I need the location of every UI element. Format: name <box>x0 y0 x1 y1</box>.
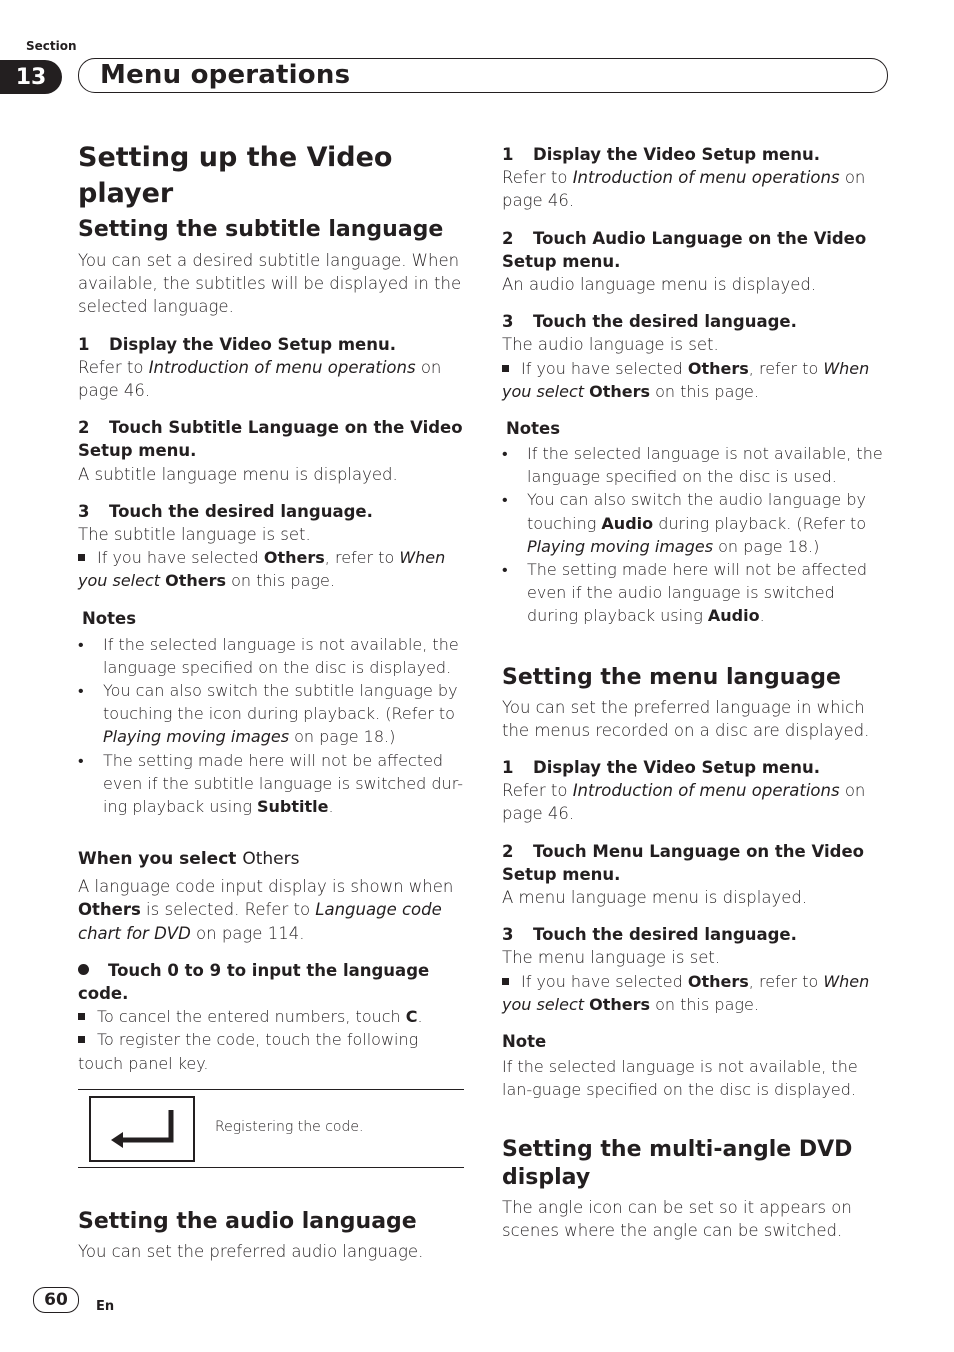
step-text: Touch 0 to 9 to input the language code. <box>78 960 430 1004</box>
note-bold: Audio <box>707 606 760 626</box>
note-bold: Audio <box>601 513 654 533</box>
note-text: on page 18.) <box>713 536 820 556</box>
bullet-text: . <box>417 1007 423 1027</box>
language-label: En <box>96 1299 115 1314</box>
step-text: Touch the desired language. <box>109 501 373 521</box>
ref-link-text: Introduction of menu operations <box>148 357 416 377</box>
ref-prefix: Refer to <box>502 168 573 188</box>
left-column <box>78 140 464 1263</box>
note-text: . <box>759 606 765 626</box>
bullet-text: If you have selected <box>97 548 264 568</box>
ref-suffix: on page 46. <box>78 357 442 401</box>
intro-text: A language code input display is shown when <box>78 877 454 897</box>
square-bullet-icon <box>78 1013 85 1020</box>
subtitle-step-1-ref <box>78 356 464 402</box>
bullet-bold: Others <box>687 358 749 378</box>
step-text: Display the Video Setup menu. <box>533 145 820 164</box>
code-input-step <box>78 959 464 1005</box>
square-bullet-icon <box>502 365 509 372</box>
audio-notes-list <box>502 442 888 628</box>
note-item: • If the selected language is not available, the language specified on the disc is displayed. <box>78 633 464 679</box>
note-item <box>502 488 888 558</box>
ref-prefix: Refer to <box>78 357 149 377</box>
note-text: . <box>328 797 334 817</box>
note-item <box>78 679 464 749</box>
angle-intro: The angle icon can be set so it appears on scenes where the angle can be switched. <box>502 1197 852 1240</box>
menu-step-3-bullet <box>502 970 888 1016</box>
note-text: The setting made here will not be affected even if the subtitle language is switched dur-ing playback using <box>103 750 464 817</box>
enter-key-button[interactable] <box>89 1096 195 1162</box>
ref-suffix: on page 46. <box>502 781 866 824</box>
square-bullet-icon <box>78 1036 85 1043</box>
menu-step-1-ref <box>502 779 888 825</box>
note-text: on page 18.) <box>289 727 396 747</box>
ref-prefix: Refer to <box>502 781 573 801</box>
cancel-bullet <box>78 1005 464 1028</box>
note-text: The setting made here will not be affected even if the audio language is switched during playback using <box>527 560 868 626</box>
bullet-bold: C <box>405 1007 418 1027</box>
ref-link-text: Introduction of menu operations <box>572 168 840 188</box>
subtitle-language-heading: Setting the subtitle language <box>78 217 444 242</box>
section-number-badge: 13 <box>0 60 62 94</box>
ref-suffix: on page 46. <box>502 168 866 211</box>
when-you-select-others-heading <box>78 848 464 871</box>
others-intro <box>78 875 464 945</box>
intro-italic: Language code chart for DVD <box>78 900 442 943</box>
audio-step-2-desc: An audio language menu is displayed. <box>502 275 817 295</box>
subtitle-step-3-bullet <box>78 546 464 592</box>
step-number: 2 <box>502 841 514 861</box>
subtitle-step-3 <box>78 500 464 523</box>
note-text: during playback. (Refer to <box>653 513 867 533</box>
menu-step-1 <box>502 756 888 779</box>
note-bold: Subtitle <box>257 797 329 817</box>
audio-language-heading: Setting the audio language <box>78 1208 417 1234</box>
subtitle-intro: You can set a desired subtitle language. When available, the subtitles will be displayed in the selected language. <box>78 251 462 317</box>
subtitle-notes-title: Notes <box>82 608 137 628</box>
menu-step-3 <box>502 923 888 946</box>
right-column <box>502 143 888 1242</box>
subtitle-step-3-desc: The subtitle language is set. <box>78 525 311 545</box>
bullet-italic: When you select <box>502 358 870 401</box>
audio-step-1 <box>502 143 888 166</box>
audio-step-3-bullet <box>502 357 888 403</box>
step-number: 1 <box>502 145 514 164</box>
bullet-text: on this page. <box>226 571 335 591</box>
bullet-text: If you have selected <box>521 971 688 991</box>
intro-text: on page 114. <box>190 923 305 943</box>
section-title: Menu operations <box>100 60 351 90</box>
step-text: Touch the desired language. <box>533 925 797 945</box>
note-item: • If the selected language is not available, the language specified on the disc is used. <box>502 442 888 488</box>
ref-link-text: Introduction of menu operations <box>572 781 840 801</box>
note-text: You can also switch the audio language by touching <box>527 490 866 533</box>
menu-language-heading: Setting the menu language <box>502 664 841 690</box>
audio-step-3-desc: The audio language is set. <box>502 335 719 355</box>
menu-step-3-desc: The menu language is set. <box>502 948 721 968</box>
bullet-text: To cancel the entered numbers, touch <box>97 1007 406 1027</box>
step-number: 1 <box>78 334 90 354</box>
multi-angle-heading: Setting the multi-angle DVD display <box>502 1136 853 1190</box>
step-text: Display the Video Setup menu. <box>533 758 820 778</box>
menu-step-2 <box>502 840 888 886</box>
heading-bold: When you select <box>78 849 237 870</box>
menu-note-text: If the selected language is not available, the lan-guage specified on the disc is displayed. <box>502 1057 858 1100</box>
bullet-bold: Others <box>589 381 651 401</box>
bullet-text: , refer to <box>748 358 824 378</box>
audio-step-2 <box>502 227 888 273</box>
bullet-bold: Others <box>687 971 749 991</box>
step-number: 2 <box>502 228 514 248</box>
bullet-text: To register the code, touch the following touch panel key. <box>78 1030 419 1073</box>
menu-step-2-desc: A menu language menu is displayed. <box>502 888 808 908</box>
note-item <box>78 749 464 819</box>
step-text: Touch Audio Language on the Video Setup menu. <box>502 228 867 271</box>
bullet-italic: When you select <box>78 548 446 591</box>
subtitle-notes-list <box>78 633 464 819</box>
step-number: 2 <box>78 418 90 438</box>
square-bullet-icon <box>502 978 509 985</box>
bullet-italic: When you select <box>502 971 870 1014</box>
audio-step-3 <box>502 310 888 333</box>
step-number: 3 <box>502 312 514 332</box>
touch-key-table <box>78 1089 464 1168</box>
step-text: Touch the desired language. <box>533 312 797 332</box>
enter-arrow-icon <box>91 1098 193 1160</box>
audio-notes-title: Notes <box>506 419 561 439</box>
bullet-bold: Others <box>589 994 651 1014</box>
menu-note-title: Note <box>502 1032 547 1052</box>
step-text: Display the Video Setup menu. <box>109 334 396 354</box>
note-item <box>502 558 888 628</box>
bullet-bold: Others <box>165 571 227 591</box>
section-label: Section <box>26 39 77 53</box>
subtitle-step-1 <box>78 333 464 356</box>
note-italic: Playing moving images <box>527 536 714 556</box>
bullet-text: , refer to <box>324 548 400 568</box>
note-italic: Playing moving images <box>103 727 290 747</box>
square-bullet-icon <box>78 554 85 561</box>
step-text: Touch Menu Language on the Video Setup menu. <box>502 841 864 884</box>
subtitle-step-2 <box>78 416 464 462</box>
audio-step-1-ref <box>502 166 888 212</box>
menu-intro: You can set the preferred language in which the menus recorded on a disc are displayed. <box>502 697 870 740</box>
register-bullet <box>78 1028 464 1074</box>
round-bullet-icon <box>78 964 89 975</box>
step-number: 1 <box>502 758 514 778</box>
audio-intro: You can set the preferred audio language. <box>78 1241 424 1261</box>
bullet-text: If you have selected <box>521 358 688 378</box>
intro-bold: Others <box>78 900 141 920</box>
bullet-text: on this page. <box>650 381 759 401</box>
bullet-text: , refer to <box>748 971 824 991</box>
heading-normal: Others <box>242 849 300 870</box>
step-number: 3 <box>78 501 90 521</box>
page-title: Setting up the Video player <box>78 142 393 209</box>
step-number: 3 <box>502 925 514 945</box>
key-caption: Registering the code. <box>215 1118 364 1135</box>
page-number: 60 <box>33 1287 79 1313</box>
step-text: Touch Subtitle Language on the Video Setup menu. <box>78 418 463 461</box>
subtitle-step-2-desc: A subtitle language menu is displayed. <box>78 464 398 484</box>
intro-text: is selected. Refer to <box>140 900 316 920</box>
bullet-text: on this page. <box>650 994 759 1014</box>
note-text: You can also switch the subtitle language by touching the icon during playback. (Refer to <box>103 681 458 724</box>
bullet-bold: Others <box>263 548 325 568</box>
